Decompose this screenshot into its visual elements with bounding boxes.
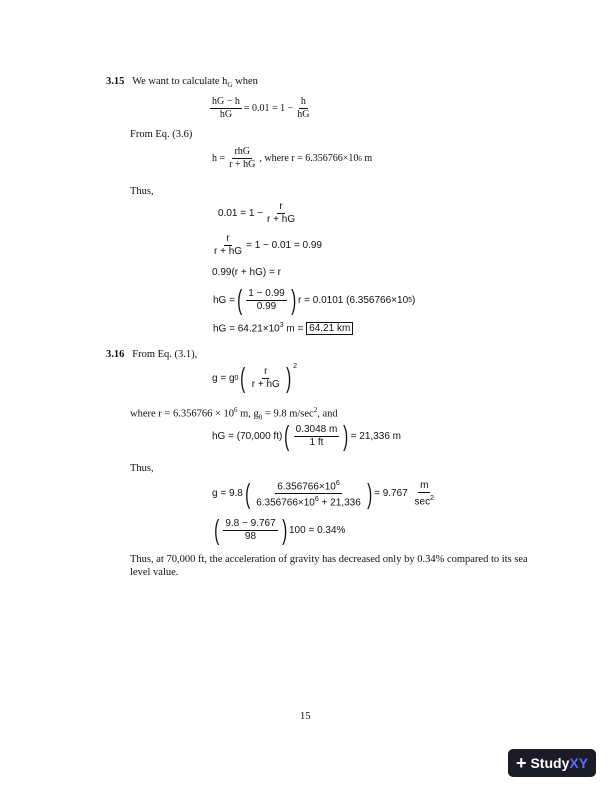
- denominator: r + hG: [214, 246, 243, 257]
- step-1: [218, 201, 299, 226]
- exponent: 2: [430, 494, 434, 502]
- exponent: 2: [313, 406, 318, 414]
- equals: m =: [286, 323, 304, 335]
- step-4: [213, 286, 415, 314]
- exponent: 3: [279, 322, 284, 329]
- numerator: [275, 478, 342, 494]
- rhs: = 1 − 0.01 = 0.99: [246, 240, 322, 251]
- intro-sub: G: [227, 81, 233, 90]
- fraction: [254, 478, 363, 510]
- step-3: 0.99(r + hG) = r: [212, 267, 281, 278]
- fraction: [227, 146, 257, 171]
- unit-fraction: [413, 480, 436, 508]
- exponent: 6: [358, 154, 362, 163]
- denominator: r + hG: [251, 378, 280, 390]
- problem-3-15-heading: [106, 75, 258, 92]
- problem-number: 3.15: [106, 76, 125, 87]
- lhs: hG =: [213, 294, 235, 306]
- step-5: [213, 322, 353, 334]
- left-paren: (: [244, 477, 251, 509]
- equation-middle: = 0.01 = 1 −: [243, 103, 294, 114]
- intro-text: From Eq. (3.1),: [132, 349, 198, 360]
- right-paren: ): [343, 420, 349, 451]
- conclusion-line-2: level value.: [130, 567, 179, 578]
- rhs: 100 = 0.34%: [288, 524, 346, 536]
- denominator: hG: [297, 109, 310, 120]
- and: , and: [317, 408, 338, 420]
- thus-label: Thus,: [130, 463, 154, 474]
- rhs: r = 0.0101 (6.356766×10: [298, 294, 409, 306]
- left-paren: (: [237, 284, 243, 315]
- rhs: = 21,336 m: [350, 430, 401, 442]
- exponent: 6: [314, 496, 319, 504]
- subscript: 0: [258, 413, 263, 422]
- denominator-tail: + 21,336: [321, 497, 361, 509]
- plus-icon: +: [515, 752, 527, 773]
- denominator: r + hG: [229, 159, 256, 170]
- fraction: [212, 233, 244, 258]
- problem-3-16-heading: [106, 348, 197, 361]
- exponent: 2: [293, 362, 298, 370]
- numerator: 9.8 − 9.767: [225, 517, 276, 529]
- thus-label: Thus,: [130, 186, 154, 197]
- gravity-equation: [212, 364, 297, 392]
- lhs: g = g: [212, 372, 235, 384]
- close-paren: ): [412, 294, 416, 306]
- exponent: 6: [234, 406, 238, 414]
- equation-h: [212, 146, 372, 171]
- lhs: 0.01 = 1 −: [218, 208, 264, 219]
- percent-change: [212, 516, 345, 544]
- from-eq-3-6: From Eq. (3.6): [130, 129, 193, 140]
- fraction: [295, 96, 311, 121]
- numerator: r: [264, 365, 268, 377]
- fraction: [223, 518, 277, 543]
- lhs: hG = (70,000 ft): [212, 430, 283, 442]
- where-tail: m, g: [240, 408, 259, 420]
- left-paren: (: [240, 362, 246, 393]
- fraction: [250, 366, 282, 391]
- denominator: [254, 494, 363, 509]
- numerator: rhG: [234, 146, 251, 157]
- numerator: r: [279, 201, 283, 212]
- unit-numerator: m: [420, 479, 429, 491]
- hg-conversion: [212, 422, 401, 450]
- where-text: where r = 6.356766 × 10: [130, 408, 234, 420]
- right-paren: ): [285, 362, 292, 393]
- page-number: 15: [300, 711, 311, 722]
- step-2: [210, 233, 322, 258]
- numerator: h: [300, 96, 306, 107]
- left-paren: (: [214, 514, 220, 545]
- right-paren: ): [281, 514, 287, 545]
- exponent: 6: [335, 480, 340, 487]
- fraction: [294, 424, 340, 449]
- numerator: r: [226, 233, 230, 244]
- lhs: hG = 64.21×10: [213, 323, 280, 335]
- numerator: 1 − 0.99: [248, 287, 285, 299]
- unit: m: [364, 153, 373, 164]
- intro-end: when: [235, 76, 258, 87]
- problem-number: 3.16: [106, 349, 125, 360]
- rhs: = 9.767: [374, 488, 408, 500]
- unit-denominator-text: sec: [414, 495, 431, 507]
- denominator: hG: [219, 109, 233, 120]
- denominator: 1 ft: [309, 436, 324, 448]
- where-clause: , where r = 6.356766×10: [259, 153, 359, 164]
- final-answer-box: 64.21 km: [306, 322, 353, 335]
- left-paren: (: [284, 420, 290, 451]
- fraction: [265, 201, 297, 226]
- conclusion-line-1: Thus, at 70,000 ft, the acceleration of gravity has decreased only by 0.34% compared to its sea: [130, 554, 528, 565]
- denominator: 0.99: [256, 300, 277, 312]
- fraction: [210, 96, 242, 121]
- right-paren: ): [290, 284, 296, 315]
- subscript: 0: [234, 374, 239, 382]
- unit-denominator: [413, 493, 436, 508]
- brand-xy: XY: [569, 755, 589, 771]
- numerator: 0.3048 m: [295, 423, 338, 435]
- gravity-computation: [212, 478, 438, 510]
- numerator: hG − h: [212, 96, 240, 107]
- where-end: = 9.8 m/sec: [264, 408, 314, 420]
- lhs: g = 9.8: [212, 488, 243, 500]
- denominator: r + hG: [267, 214, 296, 225]
- right-paren: ): [366, 477, 372, 509]
- intro-text: We want to calculate h: [132, 76, 228, 87]
- brand-study: Study: [530, 755, 570, 771]
- lhs: h =: [212, 153, 226, 164]
- denominator-text: 6.356766×10: [256, 497, 315, 509]
- numerator-text: 6.356766×10: [277, 481, 336, 493]
- studyxy-logo: [508, 749, 596, 777]
- exponent: 5: [408, 296, 413, 304]
- fraction: [246, 288, 286, 313]
- denominator: 98: [244, 530, 257, 542]
- equation-ratio: [208, 96, 314, 121]
